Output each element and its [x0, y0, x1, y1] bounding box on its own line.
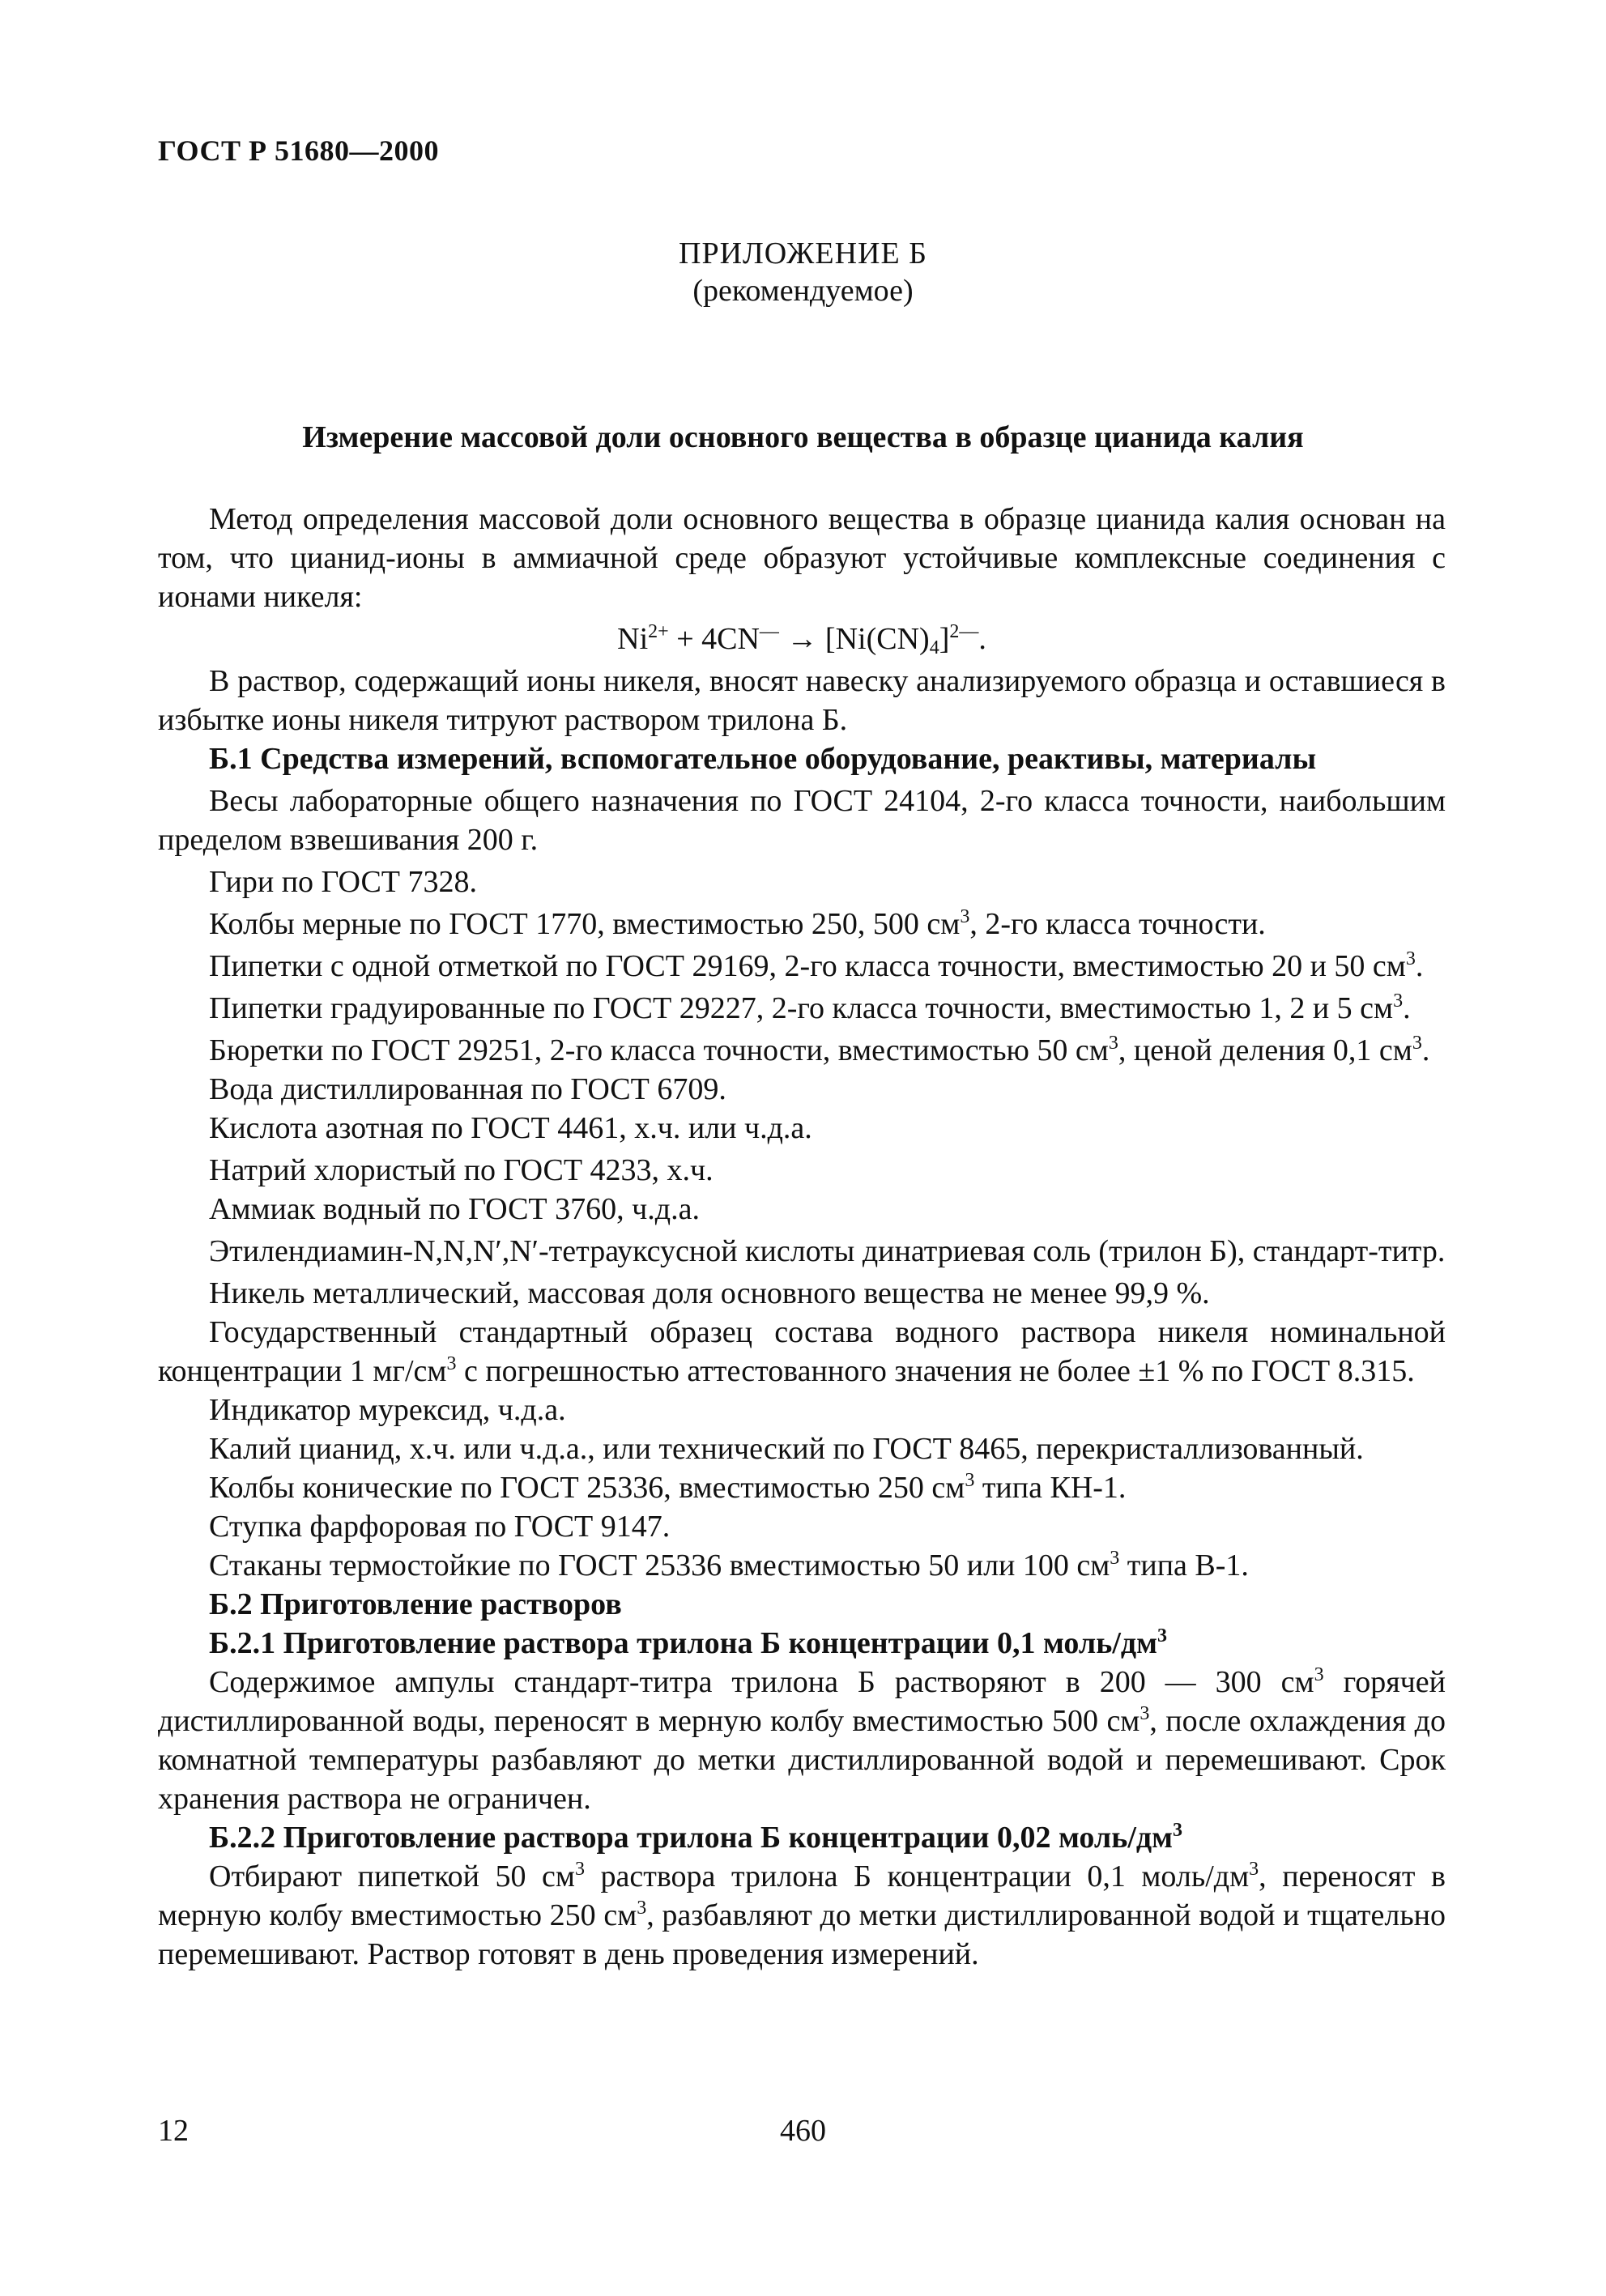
appendix-title: ПРИЛОЖЕНИЕ Б	[679, 236, 927, 270]
list-item: Натрий хлористый по ГОСТ 4233, х.ч.	[209, 1153, 714, 1187]
procedure-paragraph: Содержимое ампулы стандарт-титра трилона Б растворяют в 200 — 300 $см^3$ горячей дистиллированной воды, переносят в мерную колбу вместимостью 500 $см^3$, после охлаждения до комнатной температуры разбавляют до метки дистиллированной водой и перемешивают. Срок хранения раствора не ограничен.	[158, 1664, 1446, 1816]
section-heading-b2-1: Б.2.1 Приготовление раствора трилона Б концентрации 0,1 моль/$дм^3$	[209, 1625, 1168, 1660]
section-heading-b1: Б.1 Средства измерений, вспомогательное оборудование, реактивы, материалы	[209, 742, 1317, 776]
list-item: Калий цианид, х.ч. или ч.д.а., или технический по ГОСТ 8465, перекристаллизованный.	[209, 1432, 1364, 1466]
list-item: Вода дистиллированная по ГОСТ 6709.	[209, 1072, 726, 1106]
sheet-number: 460	[780, 2114, 826, 2148]
list-item: Никель металлический, массовая доля основного вещества не менее 99,9 %.	[209, 1276, 1210, 1310]
appendix-heading	[0, 235, 1606, 309]
list-item: Ступка фарфоровая по ГОСТ 9147.	[209, 1510, 671, 1544]
list-item: Пипетки градуированные по ГОСТ 29227, 2-го класса точности, вместимостью 1, 2 и 5 $см^3$.	[209, 990, 1411, 1025]
procedure-paragraph: Отбирают пипеткой 50 $см^3$ раствора трилона Б концентрации 0,1 моль/$дм^3$, переносят в мерную колбу вместимостью 250 $см^3$, разбавляют до метки дистиллированной водой и тщательно перемешивают. Раствор готовят в день проведения измерений.	[158, 1859, 1446, 1971]
list-item: Аммиак водный по ГОСТ 3760, ч.д.а.	[209, 1192, 700, 1226]
section-heading-b2: Б.2 Приготовление растворов	[209, 1587, 622, 1621]
standard-code: ГОСТ Р 51680—2000	[158, 134, 439, 167]
page-number: 12	[158, 2114, 189, 2148]
list-item: Этилендиамин-N,N,N′,N′-тетрауксусной кислоты динатриевая соль (трилон Б), стандарт-титр.	[209, 1234, 1446, 1268]
list-item: Колбы конические по ГОСТ 25336, вместимостью 250 $см^3$ типа КН-1.	[209, 1470, 1127, 1505]
intro-paragraph: Метод определения массовой доли основного вещества в образце цианида калия основан на том, что цианид-ионы в аммиачной среде образуют устойчивые комплексные соединения с ионами никеля:	[158, 502, 1446, 614]
list-item: Государственный стандартный образец состава водного раствора никеля номинальной концентрации 1 $мг/см^3$ с погрешностью аттестованного значения не более ±1 % по ГОСТ 8.315.	[158, 1315, 1446, 1388]
list-item: Кислота азотная по ГОСТ 4461, х.ч. или ч.д.а.	[209, 1111, 812, 1145]
list-item: Пипетки с одной отметкой по ГОСТ 29169, 2-го класса точности, вместимостью 20 и 50 $см^3$.	[209, 948, 1424, 983]
document-title: Измерение массовой доли основного вещества в образце цианида калия	[302, 420, 1304, 454]
list-item: Гири по ГОСТ 7328.	[209, 865, 478, 899]
section-heading-b2-2: Б.2.2 Приготовление раствора трилона Б концентрации 0,02 моль/$дм^3$	[209, 1820, 1183, 1855]
list-item: Весы лабораторные общего назначения по ГОСТ 24104, 2-го класса точности, наибольшим пределом взвешивания 200 г.	[158, 784, 1446, 857]
appendix-subtitle: (рекомендуемое)	[692, 274, 914, 308]
list-item: Бюретки по ГОСТ 29251, 2-го класса точности, вместимостью 50 $см^3$, ценой деления 0,1 $см^3$.	[209, 1033, 1430, 1067]
list-item: Колбы мерные по ГОСТ 1770, вместимостью 250, 500 $см^3$, 2-го класса точности.	[209, 906, 1266, 941]
list-item: Стаканы термостойкие по ГОСТ 25336 вместимостью 50 или 100 $см^3$ типа В-1.	[209, 1548, 1249, 1582]
method-paragraph: В раствор, содержащий ионы никеля, вносят навеску анализируемого образца и оставшиеся в избытке ионы никеля титруют раствором трилона Б.	[158, 664, 1446, 737]
list-item: Индикатор мурексид, ч.д.а.	[209, 1393, 566, 1427]
document-body	[158, 500, 1446, 1974]
reaction-equation: $Ni^{2+} + 4CN^— \to [Ni(CN)_4]^{2—}$.	[617, 621, 986, 658]
